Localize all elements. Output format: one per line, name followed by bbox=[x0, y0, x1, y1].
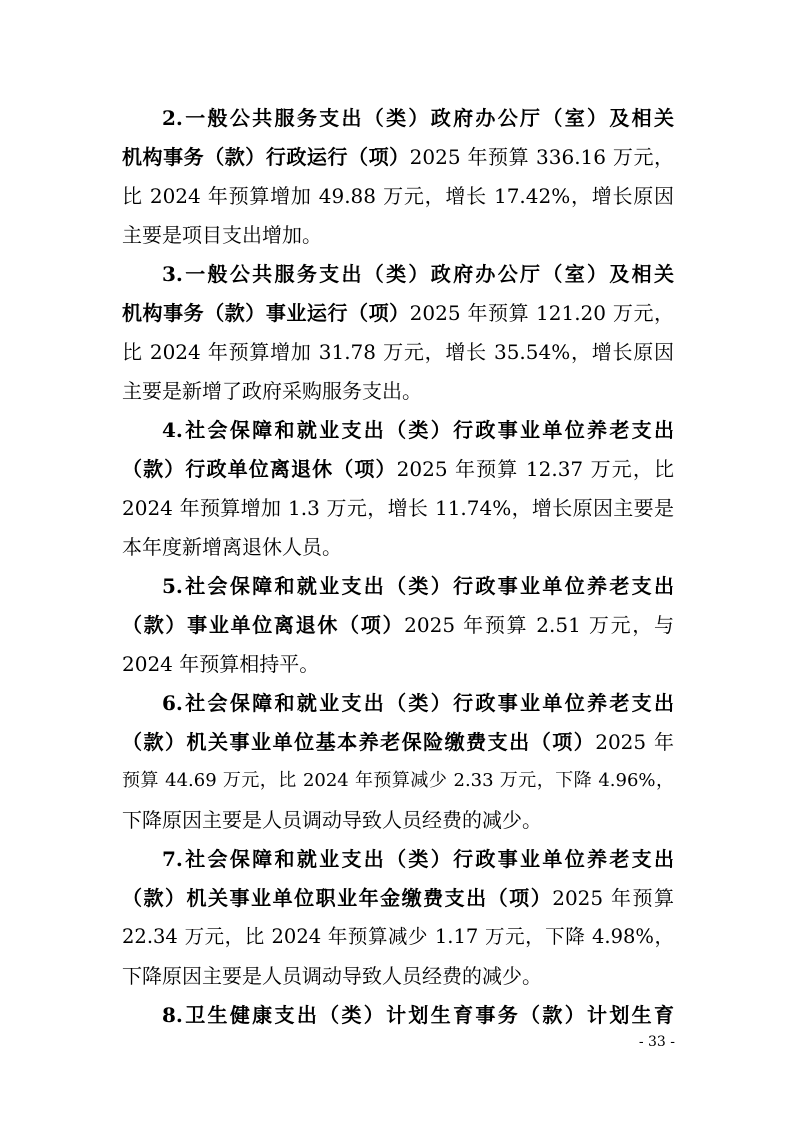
paragraph-6-line-1-bold: （款）机关事业单位基本养老保险缴费支出（项） bbox=[122, 730, 596, 754]
paragraph-2-heading: 2.一般公共服务支出（类）政府办公厅（室）及相关 bbox=[162, 106, 674, 130]
paragraph-2-line-1-bold: 机构事务（款）行政运行（项） bbox=[122, 145, 410, 169]
paragraph-5-line-1-rest: 2025 年预算 2.51 万元，与 bbox=[404, 613, 674, 637]
paragraph-3-line-1-rest: 2025 年预算 121.20 万元， bbox=[409, 301, 674, 325]
paragraph-7-line-1-rest: 2025 年预算 bbox=[552, 886, 674, 910]
paragraph-5-line-2: 2024 年预算相持平。 bbox=[122, 652, 320, 676]
paragraph-7-line-1 bbox=[122, 884, 674, 912]
paragraph-3-line-2: 比 2024 年预算增加 31.78 万元，增长 35.54%，增长原因 bbox=[122, 340, 674, 364]
paragraph-4-line-2: 2024 年预算增加 1.3 万元，增长 11.74%，增长原因主要是 bbox=[122, 496, 674, 520]
paragraph-5-heading: 5.社会保障和就业支出（类）行政事业单位养老支出 bbox=[162, 574, 674, 598]
paragraph-3-heading: 3.一般公共服务支出（类）政府办公厅（室）及相关 bbox=[162, 262, 674, 286]
paragraph-4-line-1-rest: 2025 年预算 12.37 万元，比 bbox=[396, 457, 674, 481]
paragraph-2-line-1 bbox=[122, 143, 674, 171]
paragraph-4-line-1 bbox=[122, 455, 674, 483]
paragraph-8-heading: 8.卫生健康支出（类）计划生育事务（款）计划生育 bbox=[162, 1003, 674, 1027]
paragraph-7-heading: 7.社会保障和就业支出（类）行政事业单位养老支出 bbox=[162, 847, 674, 871]
paragraph-3-line-1-bold: 机构事务（款）事业运行（项） bbox=[122, 301, 410, 325]
paragraph-5-line-1 bbox=[122, 611, 674, 639]
paragraph-3-line-1 bbox=[122, 299, 674, 327]
paragraph-6-line-1 bbox=[122, 728, 674, 756]
paragraph-2-line-1-rest: 2025 年预算 336.16 万元， bbox=[409, 145, 674, 169]
paragraph-7-line-1-bold: （款）机关事业单位职业年金缴费支出（项） bbox=[122, 886, 553, 910]
paragraph-4-heading: 4.社会保障和就业支出（类）行政事业单位养老支出 bbox=[162, 418, 674, 442]
paragraph-4-line-1-bold: （款）行政单位离退休（项） bbox=[122, 457, 397, 481]
paragraph-4-line-3: 本年度新增离退休人员。 bbox=[122, 535, 342, 559]
paragraph-6-line-3: 下降原因主要是人员调动导致人员经费的减少。 bbox=[122, 808, 542, 832]
page-number: - 33 - bbox=[638, 1034, 675, 1050]
paragraph-6-heading: 6.社会保障和就业支出（类）行政事业单位养老支出 bbox=[162, 691, 674, 715]
paragraph-2-line-3: 主要是项目支出增加。 bbox=[122, 223, 322, 247]
paragraph-7-line-2: 22.34 万元，比 2024 年预算减少 1.17 万元，下降 4.98%， bbox=[122, 925, 674, 948]
paragraph-3-line-3: 主要是新增了政府采购服务支出。 bbox=[122, 379, 422, 403]
paragraph-6-line-1-rest: 2025 年 bbox=[595, 730, 674, 754]
paragraph-2-line-2: 比 2024 年预算增加 49.88 万元，增长 17.42%，增长原因 bbox=[122, 184, 674, 208]
paragraph-6-line-2: 预算 44.69 万元，比 2024 年预算减少 2.33 万元，下降 4.96%， bbox=[122, 770, 674, 791]
paragraph-5-line-1-bold: （款）事业单位离退休（项） bbox=[122, 613, 405, 637]
paragraph-7-line-3: 下降原因主要是人员调动导致人员经费的减少。 bbox=[122, 964, 542, 988]
